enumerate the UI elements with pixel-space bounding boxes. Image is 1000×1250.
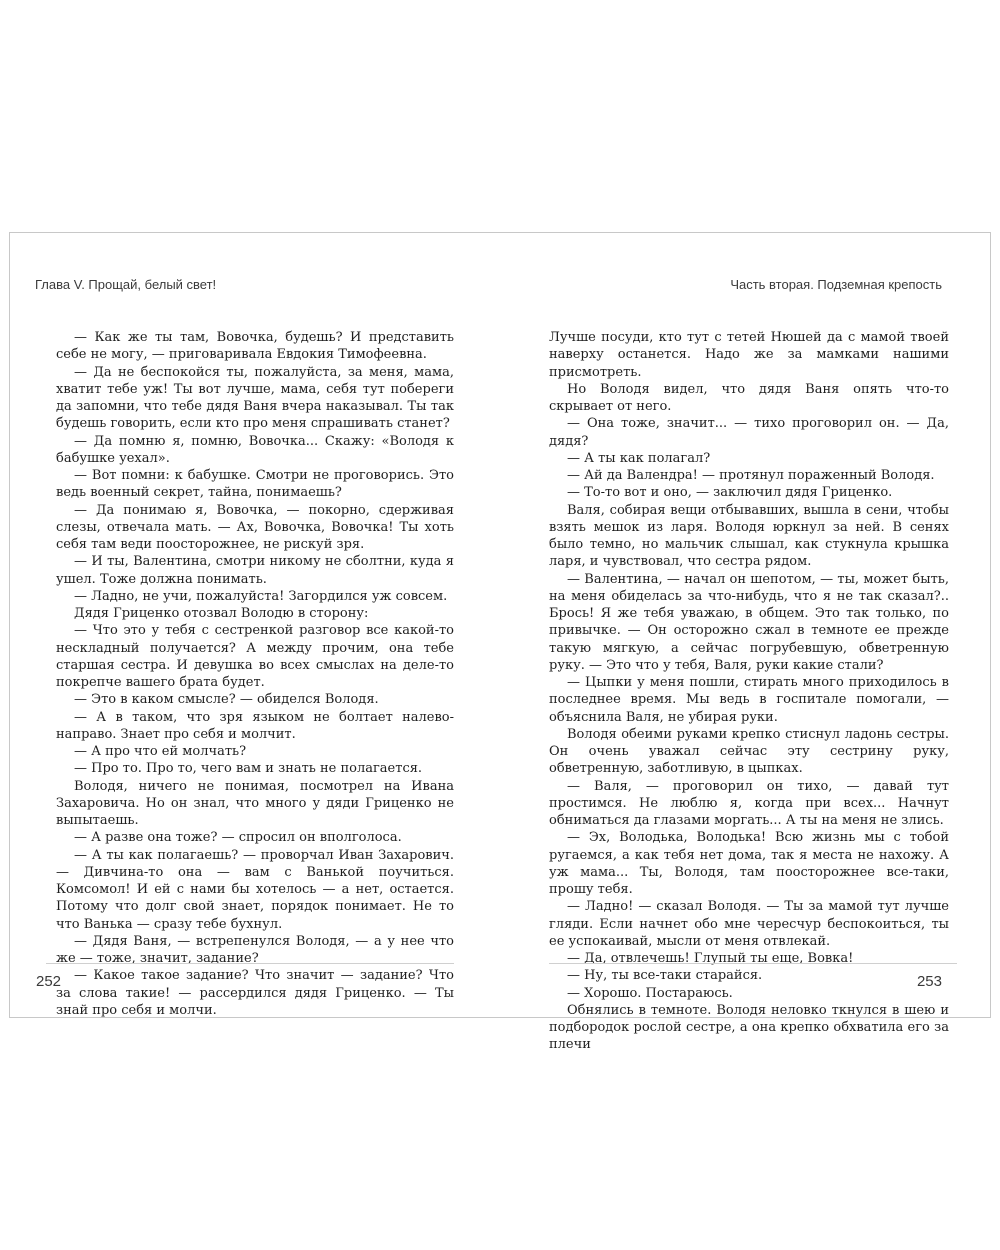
paragraph: — Ладно, не учи, пожалуйста! Загордился уж совсем. — [74, 588, 448, 604]
paragraph: — Цыпки у меня пошли, стирать много приходилось в последнее время. Мы ведь в госпитале помогали, — объяснила Валя, не убирая руки. — [549, 675, 949, 725]
paragraph: Володя, ничего не понимая, посмотрел на Ивана Захаровича. Но он знал, что много у дяди Гриценко не выпытаешь. — [56, 778, 454, 828]
paragraph: — Что это у тебя с сестренкой разговор все какой-то нескладный получается? А между прочим, она тебе старшая сестра. И девушка во всех смыслах на деле-то покрепче вашего брата будет. — [56, 623, 454, 690]
paragraph: Обнялись в темноте. Володя неловко ткнулся в шею и подбородок рослой сестре, а она крепко обхватила его за плечи — [549, 1002, 949, 1053]
left-page — [10, 233, 501, 1017]
paragraph: — Эх, Володька, Володька! Всю жизнь мы с тобой ругаемся, а как тебя нет дома, так я места не нахожу. А уж мама... Ты, Володя, там поосторожнее все-таки, прошу тебя. — [549, 830, 949, 897]
paragraph: — А про что ей молчать? — [74, 744, 247, 759]
book-spread — [9, 232, 991, 1053]
paragraph: — Ну, ты все-таки старайся. — [567, 968, 763, 984]
paragraph: — Да понимаю я, Вовочка, — покорно, сдерживая слезы, отвечала мать. — Ах, Вовочка, Вовочка! Ты хоть себя там веди поосторожнее, не рискуй зря. — [56, 502, 454, 552]
paragraph: Дядя Гриценко отозвал Володю в сторону: — [74, 606, 369, 621]
running-head-right: Часть вторая. Подземная крепость — [730, 277, 942, 292]
paragraph: — Дядя Ваня, — встрепенулся Володя, — а у нее что же — тоже, значит, задание? — [56, 933, 454, 966]
paragraph: — Она тоже, значит... — тихо проговорил он. — Да, дядя? — [549, 416, 949, 449]
paragraph: Лучше посуди, кто тут с тетей Нюшей да с мамой твоей наверху останется. Надо же за мамками нашими присмотреть. — [549, 330, 949, 380]
right-page-text — [549, 329, 949, 1054]
paragraph: — А ты как полагал? — [567, 450, 711, 466]
paragraph: Валя, собирая вещи отбывавших, вышла в сени, чтобы взять мешок из ларя. Володя юркнул за ней. В сенях было темно, но мальчик слышал, как стукнула крышка ларя, и чувствовал, что сестра рядом. — [549, 502, 949, 570]
paragraph: — Это в каком смысле? — обиделся Володя. — [74, 692, 379, 708]
paragraph: — Вот помни: к бабушке. Смотри не проговорись. Это ведь военный секрет, тайна, понимаешь? — [56, 468, 454, 501]
footer-rule-left — [46, 963, 454, 964]
paragraph: — Валя, — проговорил он тихо, — давай тут простимся. Не люблю я, когда при всех... Начнут обниматься да глазами моргать... А ты на меня не злись. — [549, 778, 949, 828]
paragraph: — То-то вот и оно, — заключил дядя Гриценко. — [567, 485, 893, 501]
left-page-text — [56, 329, 454, 1019]
paragraph: — Как же ты там, Вовочка, будешь? И представить себе не могу, — приговаривала Евдокия Тимофеевна. — [56, 330, 454, 363]
footer-rule-right — [549, 963, 957, 964]
right-page — [501, 233, 992, 1053]
paragraph: — И ты, Валентина, смотри никому не сболтни, куда я ушел. Тоже должна понимать. — [56, 554, 454, 587]
paragraph: — Да, отвлечешь! Глупый ты еще, Вовка! — [567, 951, 854, 966]
page-number-right: 253 — [916, 973, 942, 990]
paragraph: — Ай да Валендра! — протянул пораженный Володя. — [567, 468, 935, 483]
paragraph: — Ладно! — сказал Володя. — Ты за мамой тут лучше гляди. Если начнет обо мне чересчур беспокоиться, ты ее успокаивай, мысли от меня отвлекай. — [549, 899, 949, 949]
running-head-left: Глава V. Прощай, белый свет! — [35, 277, 217, 292]
paragraph: — А ты как полагаешь? — проворчал Иван Захарович. — Дивчина-то она — вам с Ванькой поучиться. Комсомол! И ей с нами бы хотелось — а нет, остается. Потому что долг свой знает, порядок понимает. Не то что Ванька — сразу тебе бухнул. — [56, 847, 454, 932]
paragraph: — Да помню я, помню, Вовочка... Скажу: «Володя к бабушке уехал». — [56, 433, 454, 466]
paragraph: Но Володя видел, что дядя Ваня опять что-то скрывает от него. — [549, 381, 949, 414]
paragraph: — Хорошо. Постараюсь. — [567, 985, 733, 1001]
paragraph: — А в таком, что зря языком не болтает налево-направо. Знает про себя и молчит. — [56, 709, 454, 742]
paragraph: — Валентина, — начал он шепотом, — ты, может быть, на меня обиделась за что-нибудь, что я не так сказал?.. Брось! Я же тебя уважаю, в общем. Это так только, по привычке. — Он осторожно сжал в темноте ее прежде такую мягкую, а сейчас погрубевшую, обветренную руку. — Это что у тебя, Валя, руки какие стали? — [549, 571, 949, 673]
paragraph: — Да не беспокойся ты, пожалуйста, за меня, мама, хватит тебе уж! Ты вот лучше, мама, себя тут побереги да запомни, что тебе дядя Ваня вчера наказывал. Ты так будешь говорить, если кто про меня спрашивать станет? — [56, 364, 454, 432]
page-number-left: 252 — [36, 973, 62, 990]
paragraph: — А разве она тоже? — спросил он вполголоса. — [74, 830, 402, 846]
paragraph: Володя обеими руками крепко стиснул ладонь сестры. Он очень уважал сейчас эту сестрину руку, обветренную, заботливую, в цыпках. — [549, 726, 949, 777]
paragraph: — Какое такое задание? Что значит — задание? Что за слова такие! — рассердился дядя Гриценко. — Ты знай про себя и молчи. — [56, 968, 454, 1018]
paragraph: — Про то. Про то, чего вам и знать не полагается. — [74, 761, 423, 777]
